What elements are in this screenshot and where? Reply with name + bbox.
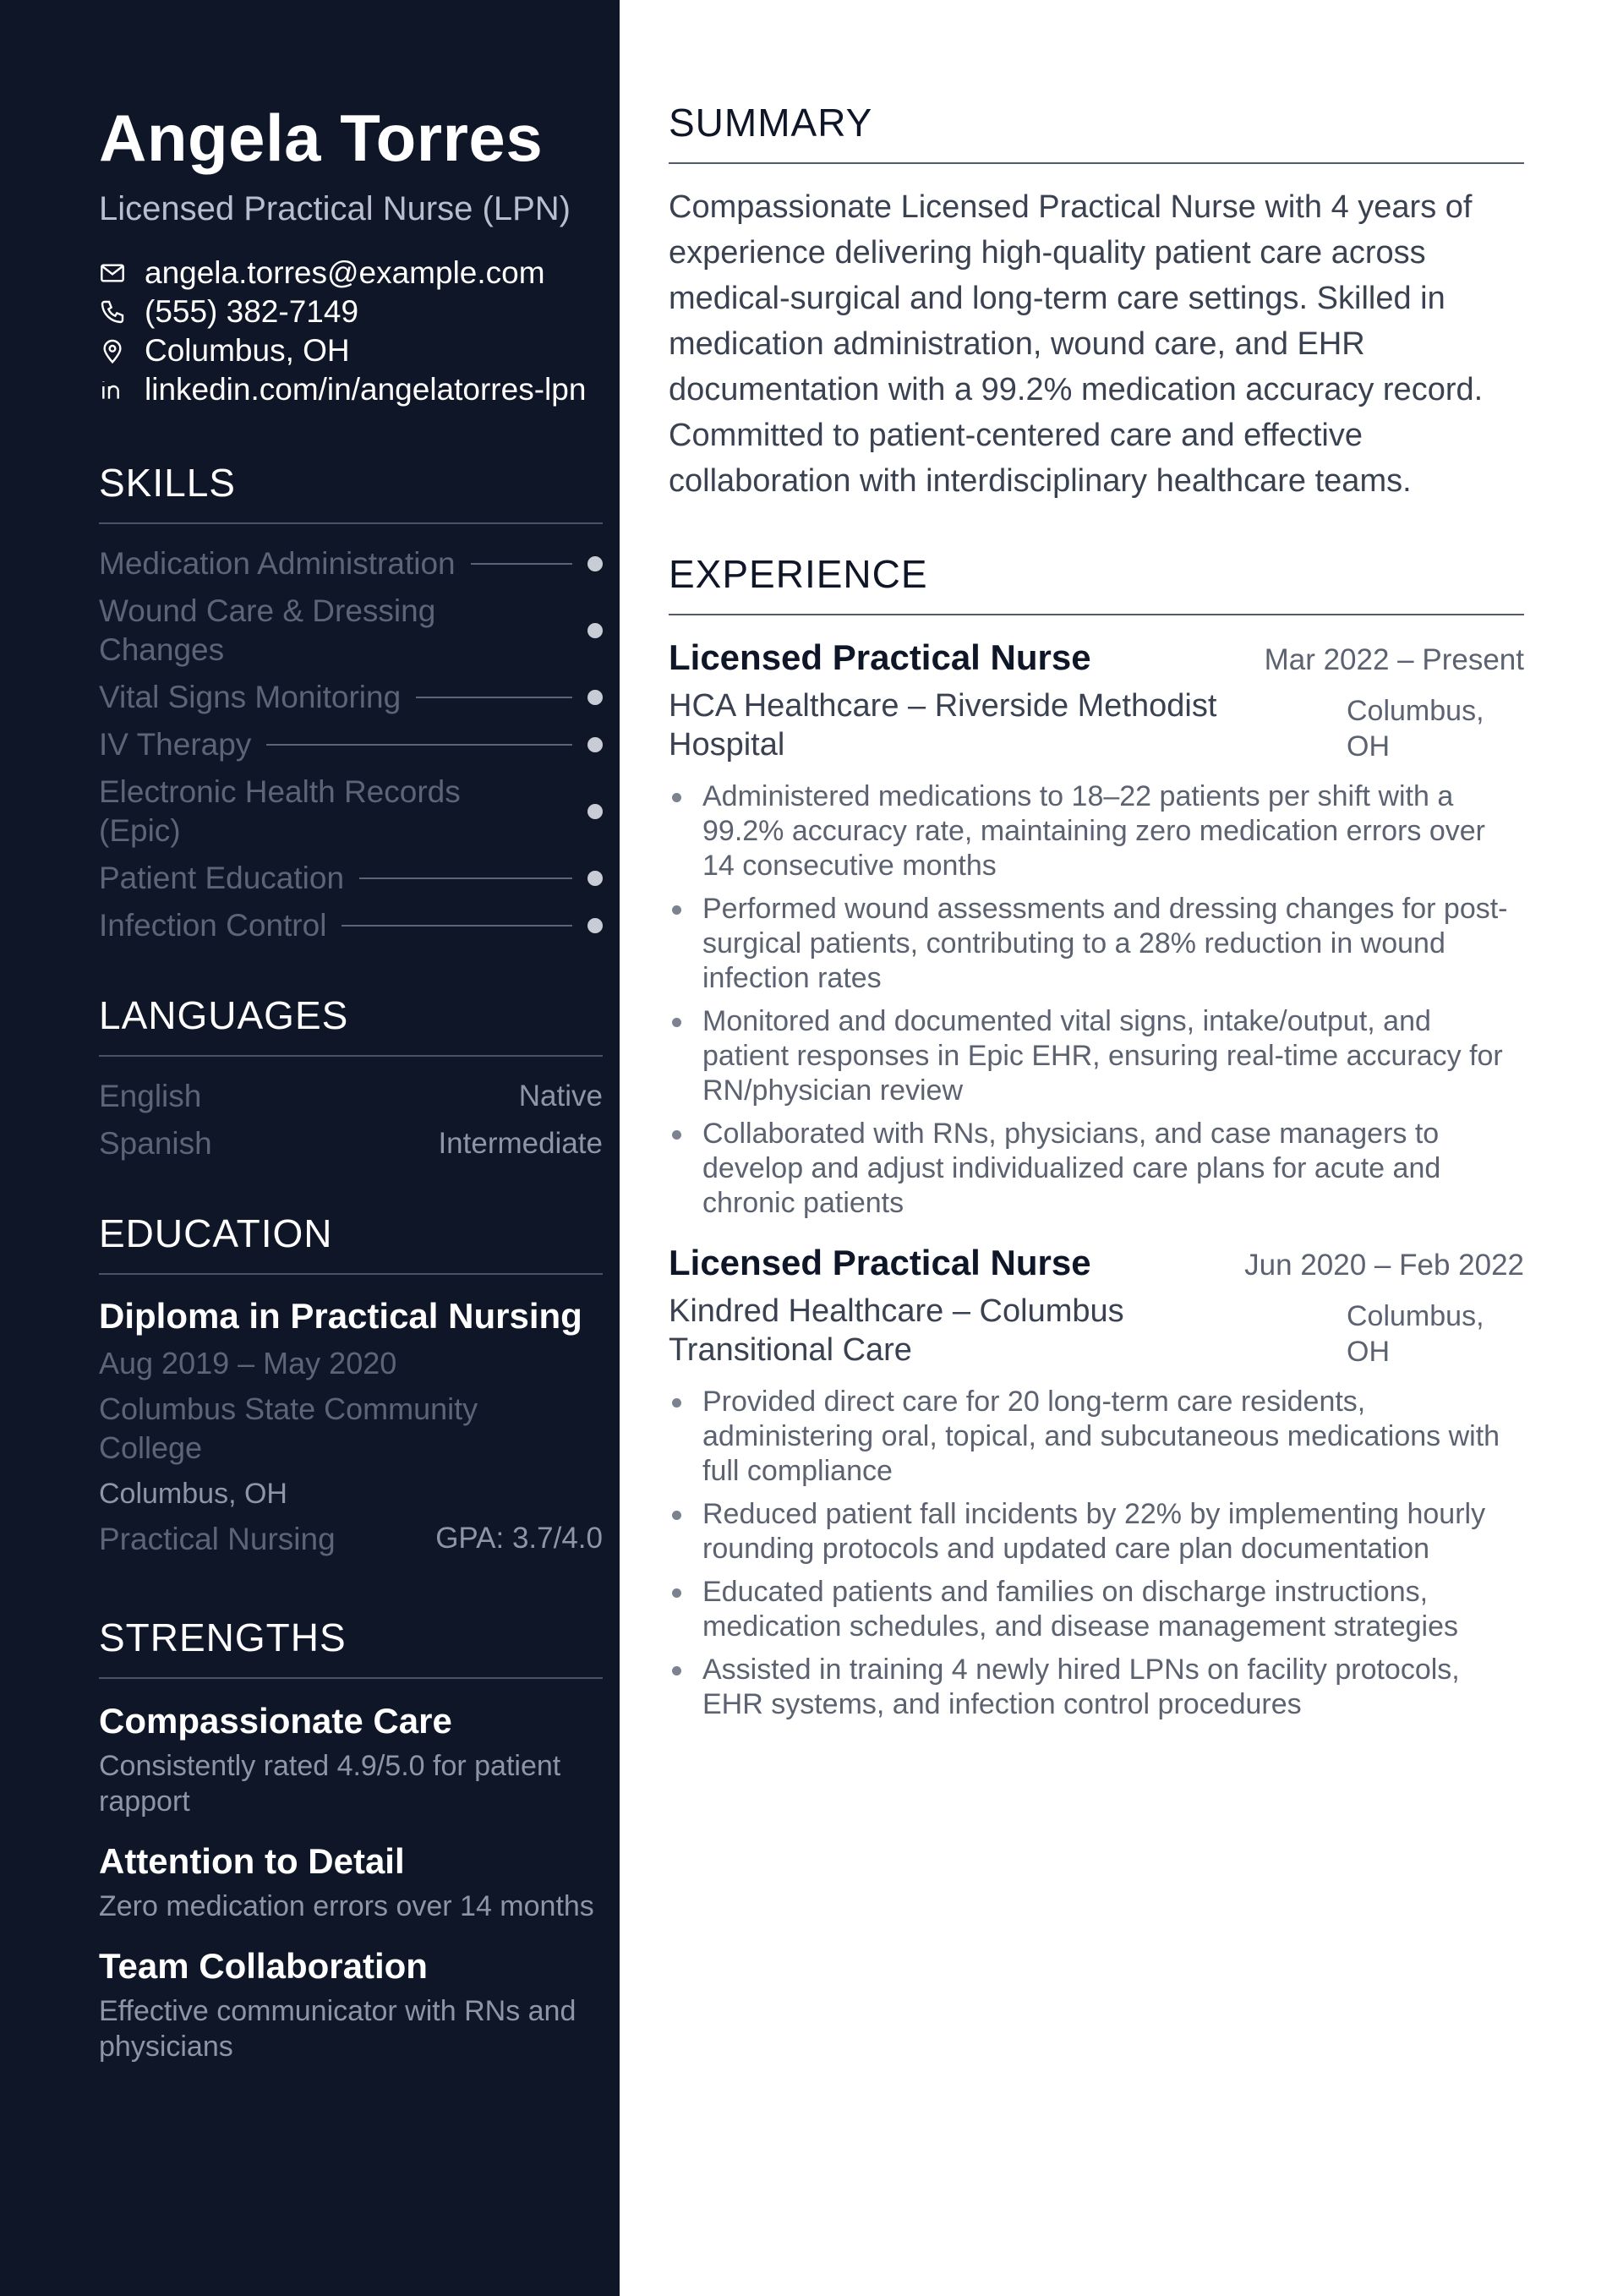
job-company: Kindred Healthcare – Columbus Transitional Care — [669, 1293, 1124, 1368]
education-location: Columbus, OH — [99, 1478, 287, 1510]
linkedin-icon — [99, 370, 145, 409]
job-bullet: Administered medications to 18–22 patients per shift with a 99.2% accuracy rate, maintaining zero medication errors over 14 consecutive months — [669, 779, 1524, 883]
contact-list — [99, 254, 603, 409]
languages-heading: LANGUAGES — [99, 992, 603, 1057]
summary-section — [669, 100, 1524, 504]
skill-item — [99, 592, 603, 670]
contact-email[interactable] — [99, 254, 603, 292]
job-bullet: Collaborated with RNs, physicians, and case managers to develop and adjust individualized care plans for acute and chronic patients — [669, 1117, 1524, 1221]
strength-title: Compassionate Care — [99, 1701, 452, 1741]
job-dates: Mar 2022 – Present — [1264, 643, 1524, 676]
skill-label: IV Therapy — [99, 727, 252, 762]
language-name: Spanish — [99, 1126, 212, 1161]
job-bullet: Educated patients and families on discharge instructions, medication schedules, and disease management strategies — [669, 1575, 1524, 1644]
strength-title: Team Collaboration — [99, 1946, 428, 1986]
candidate-role: Licensed Practical Nurse (LPN) — [99, 190, 571, 227]
job-bullets — [669, 1385, 1524, 1722]
strength-description: Consistently rated 4.9/5.0 for patient rapport — [99, 1750, 561, 1818]
job-header — [669, 1239, 1524, 1287]
mail-icon — [99, 254, 145, 292]
job-bullet: Performed wound assessments and dressing changes for post-surgical patients, contributing to a 28% reduction in wound infection rates — [669, 892, 1524, 996]
skill-dot — [587, 737, 603, 752]
language-item — [99, 1124, 603, 1163]
contact-phone[interactable] — [99, 292, 603, 331]
skill-item — [99, 859, 603, 898]
education-degree: Diploma in Practical Nursing — [99, 1296, 582, 1336]
job-title: Licensed Practical Nurse — [669, 637, 1091, 677]
education-field-row — [99, 1522, 603, 1557]
skill-label: Infection Control — [99, 908, 327, 943]
strength-title: Attention to Detail — [99, 1841, 405, 1881]
skill-connector — [495, 630, 572, 631]
language-name: English — [99, 1079, 202, 1113]
languages-section — [99, 992, 603, 1163]
skill-label: Medication Administration — [99, 546, 456, 581]
job-subheader — [669, 1292, 1524, 1369]
skill-connector — [266, 744, 572, 746]
job-subheader — [669, 686, 1524, 764]
job-title: Licensed Practical Nurse — [669, 1243, 1091, 1282]
skill-dot — [587, 918, 603, 933]
skill-connector — [471, 563, 572, 565]
job-bullet: Monitored and documented vital signs, intake/output, and patient responses in Epic EHR, ensuring real-time accuracy for RN/physician review — [669, 1004, 1524, 1108]
job-entry — [669, 634, 1524, 1221]
location-pin-icon — [99, 331, 145, 370]
experience-section — [669, 551, 1524, 1722]
contact-linkedin-text: linkedin.com/in/angelatorres-lpn — [145, 372, 587, 407]
strengths-section — [99, 1615, 603, 2064]
strength-item — [99, 1697, 603, 1819]
education-dates: Aug 2019 – May 2020 — [99, 1346, 397, 1380]
strength-item — [99, 1838, 603, 1924]
skills-section — [99, 460, 603, 945]
job-bullet: Assisted in training 4 newly hired LPNs on facility protocols, EHR systems, and infection control procedures — [669, 1653, 1524, 1722]
skills-heading: SKILLS — [99, 460, 603, 524]
job-bullets — [669, 779, 1524, 1221]
strengths-heading: STRENGTHS — [99, 1615, 603, 1679]
summary-text: Compassionate Licensed Practical Nurse with 4 years of experience delivering high-quality patient care across medical-surgical and long-term care settings. Skilled in medication administration, wound care, and EHR documentation with a 99.2% medication accuracy record. Committed to patient-centered care and effective collaboration with interdisciplinary healthcare teams. — [669, 189, 1484, 499]
skill-item — [99, 544, 603, 583]
job-company: HCA Healthcare – Riverside Methodist Hospital — [669, 688, 1217, 763]
skill-item — [99, 773, 603, 850]
main-content — [669, 100, 1524, 1730]
education-heading: EDUCATION — [99, 1211, 603, 1275]
strength-description: Zero medication errors over 14 months — [99, 1890, 594, 1922]
education-field: Practical Nursing — [99, 1522, 336, 1556]
skill-connector — [342, 925, 572, 927]
education-gpa: GPA: 3.7/4.0 — [435, 1522, 603, 1555]
skill-label: Vital Signs Monitoring — [99, 680, 402, 714]
skill-dot — [587, 556, 603, 571]
job-header — [669, 634, 1524, 681]
skill-connector — [359, 877, 572, 879]
language-level: Native — [518, 1080, 603, 1112]
contact-location — [99, 331, 603, 370]
skill-item — [99, 678, 603, 717]
contact-email-text: angela.torres@example.com — [145, 255, 545, 290]
strength-description: Effective communicator with RNs and physicians — [99, 1995, 577, 2063]
skill-dot — [587, 623, 603, 638]
skill-label: Electronic Health Records (Epic) — [99, 774, 461, 848]
contact-linkedin[interactable] — [99, 370, 603, 409]
education-school: Columbus State Community College — [99, 1391, 478, 1465]
contact-location-text: Columbus, OH — [145, 333, 350, 368]
skill-list — [99, 544, 603, 945]
skill-connector — [416, 697, 572, 698]
phone-icon — [99, 292, 145, 331]
skill-dot — [587, 804, 603, 819]
sidebar — [0, 0, 620, 2296]
skill-dot — [587, 690, 603, 705]
job-entry — [669, 1239, 1524, 1722]
job-location: Columbus, OH — [1347, 1300, 1484, 1368]
education-section — [99, 1211, 603, 1557]
skill-connector — [495, 811, 572, 812]
language-level: Intermediate — [438, 1127, 603, 1160]
skill-item — [99, 725, 603, 764]
contact-phone-text: (555) 382-7149 — [145, 294, 359, 329]
experience-heading: EXPERIENCE — [669, 551, 1524, 615]
language-list — [99, 1077, 603, 1163]
strength-item — [99, 1943, 603, 2064]
job-bullet: Provided direct care for 20 long-term care residents, administering oral, topical, and subcutaneous medications with full compliance — [669, 1385, 1524, 1489]
language-item — [99, 1077, 603, 1116]
summary-heading: SUMMARY — [669, 100, 1524, 164]
skill-label: Patient Education — [99, 861, 345, 895]
skill-dot — [587, 871, 603, 886]
skill-item — [99, 906, 603, 945]
job-location: Columbus, OH — [1347, 695, 1484, 763]
candidate-name: Angela Torres — [99, 101, 544, 175]
job-dates: Jun 2020 – Feb 2022 — [1244, 1249, 1524, 1282]
skill-label: Wound Care & Dressing Changes — [99, 593, 436, 667]
job-bullet: Reduced patient fall incidents by 22% by implementing hourly rounding protocols and updated care plan documentation — [669, 1497, 1524, 1566]
